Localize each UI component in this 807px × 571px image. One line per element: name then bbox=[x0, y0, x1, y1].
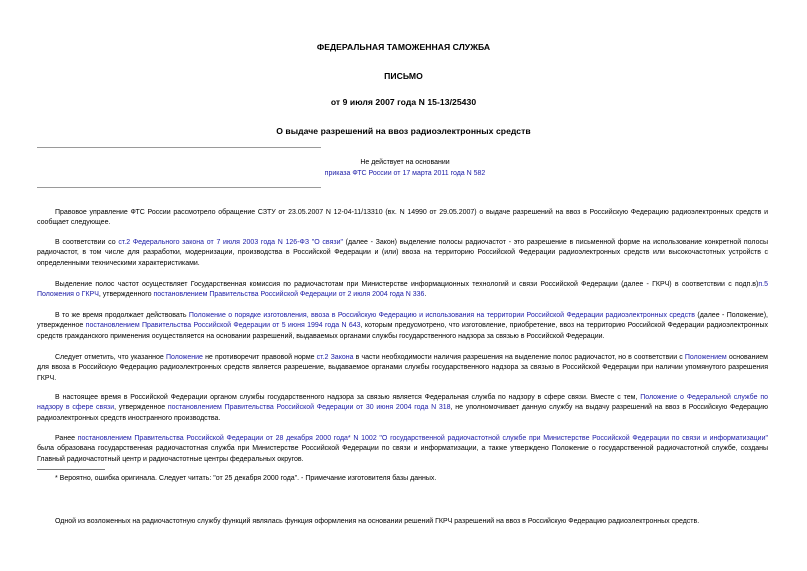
p6-text-2: , утвержденное bbox=[114, 404, 168, 412]
header-agency: ФЕДЕРАЛЬНАЯ ТАМОЖЕННАЯ СЛУЖБА bbox=[316, 42, 491, 52]
p3-text-2: , утвержденного bbox=[98, 291, 154, 299]
separator-bottom bbox=[37, 187, 321, 188]
header-date-number: от 9 июля 2007 года N 15-13/25430 bbox=[330, 97, 477, 107]
footnote-separator bbox=[37, 469, 105, 470]
gkrch-regulation-link[interactable]: п.5 Положения о ГКРЧ bbox=[37, 281, 768, 299]
paragraph-3 bbox=[37, 280, 768, 301]
p5-text-1: Следует отметить, что указанное bbox=[55, 354, 166, 361]
p1-text: Правовое управление ФТС России рассмотрело обращение СЗТУ от 23.05.2007 N 12-04-11/13310 (вх. N 14990 от 29.05.2007) о выдаче разрешений на ввоз в Российскую Федерацию радиоэлектронных средств и сообщает следующее. bbox=[37, 209, 768, 227]
status-note-text: Не действует на основании bbox=[360, 159, 450, 166]
paragraph-5 bbox=[37, 353, 768, 384]
p7-text-1: Ранее bbox=[55, 435, 78, 442]
p3-text-1: Выделение полос частот осуществляет Государственная комиссия по радиочастотам при Министерстве информационных технологий и связи Российской Федерации (далее - ГКРЧ) в соответствии с подп.в) bbox=[55, 281, 759, 288]
resolution-1002-link[interactable]: постановлением Правительства Российской Федерации от 28 декабря 2000 года* N 1002 "О государственной радиочастотной службе при Министерстве Российской Федерации по связи и информатизации" bbox=[77, 435, 768, 442]
p8-text: Одной из возложенных на радиочастотную службу функций являлась функция оформления на основании решений ГКРЧ разрешений на ввоз в Российскую Федерацию радиоэлектронных средств. bbox=[55, 518, 700, 525]
law-article-2-link[interactable]: ст.2 Закона bbox=[316, 354, 354, 361]
p4-text-2: (далее - Положение), утвержденное bbox=[37, 312, 768, 330]
paragraph-6 bbox=[37, 393, 768, 424]
separator-top bbox=[37, 147, 321, 148]
footnote: * Вероятно, ошибка оригинала. Следует читать: "от 25 декабря 2000 года". - Примечание изготовителя базы данных. bbox=[55, 475, 437, 482]
p6-text-1: В настоящее время в Российской Федерации органом службы государственного надзора за связью является Федеральная служба по надзору в сфере связи. Вместе с тем, bbox=[55, 394, 641, 401]
regulation-link[interactable]: Положение bbox=[165, 354, 203, 361]
law-126-fz-link[interactable]: ст.2 Федерального закона от 7 июля 2003 года N 126-ФЗ "О связи" bbox=[118, 239, 343, 246]
paragraph-4 bbox=[37, 311, 768, 342]
regulation-import-link[interactable]: Положение о порядке изготовления, ввоза в Российскую Федерацию и использования на территории Российской Федерации радиоэлектронных средств bbox=[188, 312, 696, 319]
status-note-link[interactable]: приказа ФТС России от 17 марта 2011 года N 582 bbox=[324, 170, 486, 177]
p2-text-1: В соответствии со bbox=[55, 239, 119, 246]
p4-text-1: В то же время продолжает действовать bbox=[55, 312, 189, 319]
p5-text-4: основанием для ввоза в Российскую Федерацию радиоэлектронных средств является разрешение, выдаваемое органами службы государственного надзора за связью в Российской Федерации при наличии упомянутого разрешения ГКРЧ. bbox=[37, 354, 768, 382]
p7-text-2: была образована государственная радиочастотная служба при Министерстве Российской Федерации по связи и информатизации, а также утверждено Положение о государственной радиочастотной службе, созданы Главный радиочастотный центр и радиочастотные центры федеральных округов. bbox=[37, 445, 768, 463]
p3-text-3: . bbox=[424, 291, 427, 299]
p5-text-2: не противоречит правовой норме bbox=[202, 354, 317, 361]
resolution-643-link[interactable]: постановлением Правительства Российской Федерации от 5 июня 1994 года N 643 bbox=[85, 322, 361, 330]
status-note bbox=[290, 157, 520, 179]
regulation-link-2[interactable]: Положением bbox=[684, 354, 727, 361]
document-subject: О выдаче разрешений на ввоз радиоэлектронных средств bbox=[276, 126, 531, 136]
federal-service-regulation-link[interactable]: Положение о Федеральной службе по надзору в сфере связи bbox=[37, 394, 768, 412]
header-doc-type: ПИСЬМО bbox=[384, 71, 423, 81]
paragraph-8 bbox=[37, 517, 768, 527]
paragraph-2 bbox=[37, 238, 768, 269]
p6-text-3: , не уполномочивает данную службу на выдачу разрешений на ввоз в Российскую Федерацию радиоэлектронных средств иностранного производства. bbox=[37, 404, 768, 422]
p2-text-2: (далее - Закон) выделение полосы радиочастот - это разрешение в письменной форме на использование конкретной полосы радиочастот, в том числе для разработки, модернизации, производства в Российской Федерации и (или) ввоза на территорию Российской Федерации радиоэлектронных средств или высокочастотных устройств с определенными техническими характеристиками. bbox=[37, 239, 768, 267]
paragraph-1 bbox=[37, 208, 768, 229]
resolution-336-link[interactable]: постановлением Правительства Российской Федерации от 2 июля 2004 года N 336 bbox=[153, 291, 425, 299]
p5-text-3: в части необходимости наличия разрешения на выделение полос радиочастот, но в соответствии с bbox=[353, 354, 685, 361]
resolution-318-link[interactable]: постановлением Правительства Российской Федерации от 30 июня 2004 года N 318 bbox=[167, 404, 451, 412]
paragraph-7 bbox=[37, 434, 768, 465]
p4-text-3: , которым предусмотрено, что изготовление, приобретение, ввоз на территорию Российской Федерации радиоэлектронных средств гражданского применения осуществляется на основании разрешений, выдаваемых органами службы государственного надзора за связью в Российской Федерации. bbox=[37, 322, 768, 340]
